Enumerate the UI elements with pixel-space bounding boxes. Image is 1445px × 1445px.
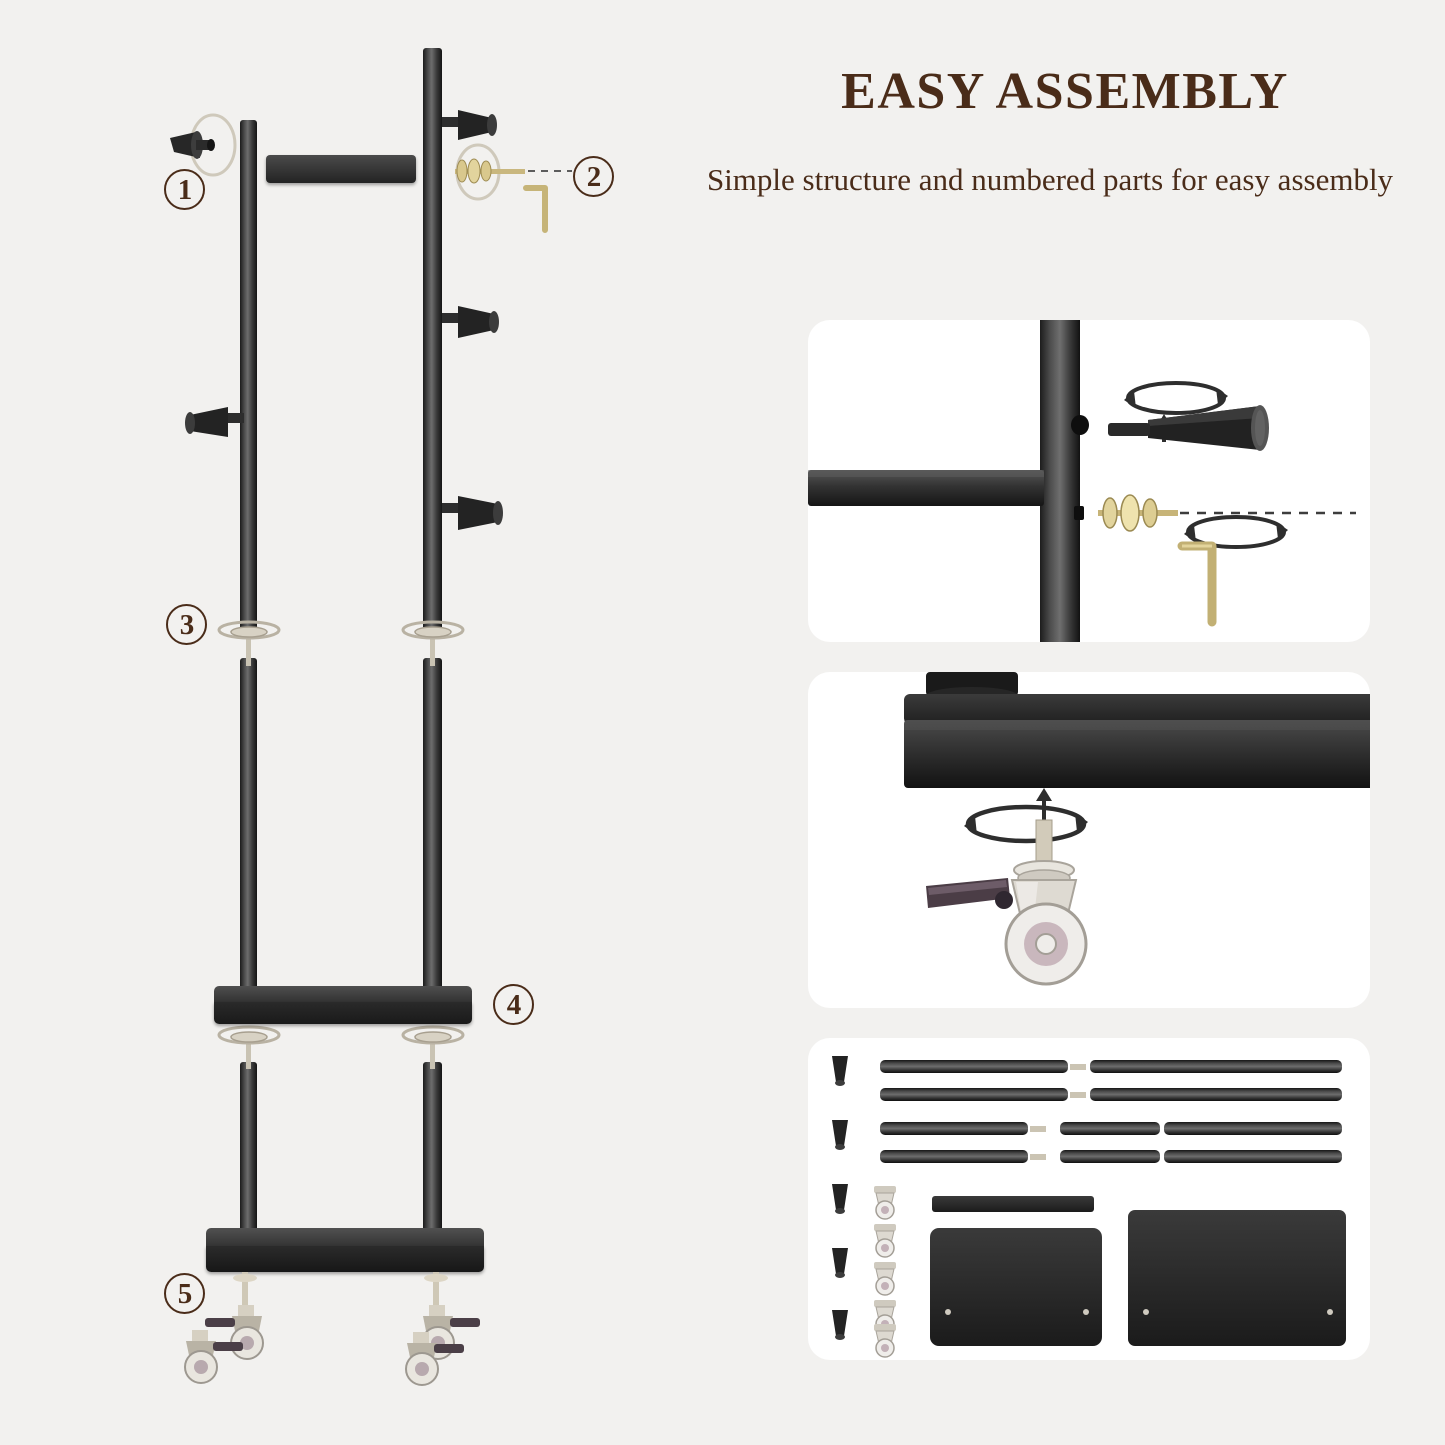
callout-4 [492, 983, 536, 1027]
page-title: EASY ASSEMBLY [841, 63, 1289, 120]
step-caster-install-panel [808, 672, 1370, 1008]
callout-5 [163, 1272, 207, 1316]
step-hook-install-panel [808, 320, 1370, 642]
callout-1-label: 1 [177, 173, 193, 206]
callout-3 [165, 603, 209, 647]
callout-2 [572, 155, 616, 199]
callout-3-label: 3 [179, 608, 195, 641]
callout-2-label: 2 [586, 160, 602, 193]
step-caster-install-illustration [808, 672, 1370, 1008]
parts-layout-illustration [808, 1038, 1370, 1360]
step-parts-list-panel [808, 1038, 1370, 1360]
step-hook-install-illustration [808, 320, 1370, 642]
callout-1 [163, 168, 207, 212]
page-subtitle: Simple structure and numbered parts for easy assembly [706, 162, 1394, 197]
callout-4-label: 4 [506, 988, 522, 1021]
callout-5-label: 5 [177, 1277, 193, 1310]
